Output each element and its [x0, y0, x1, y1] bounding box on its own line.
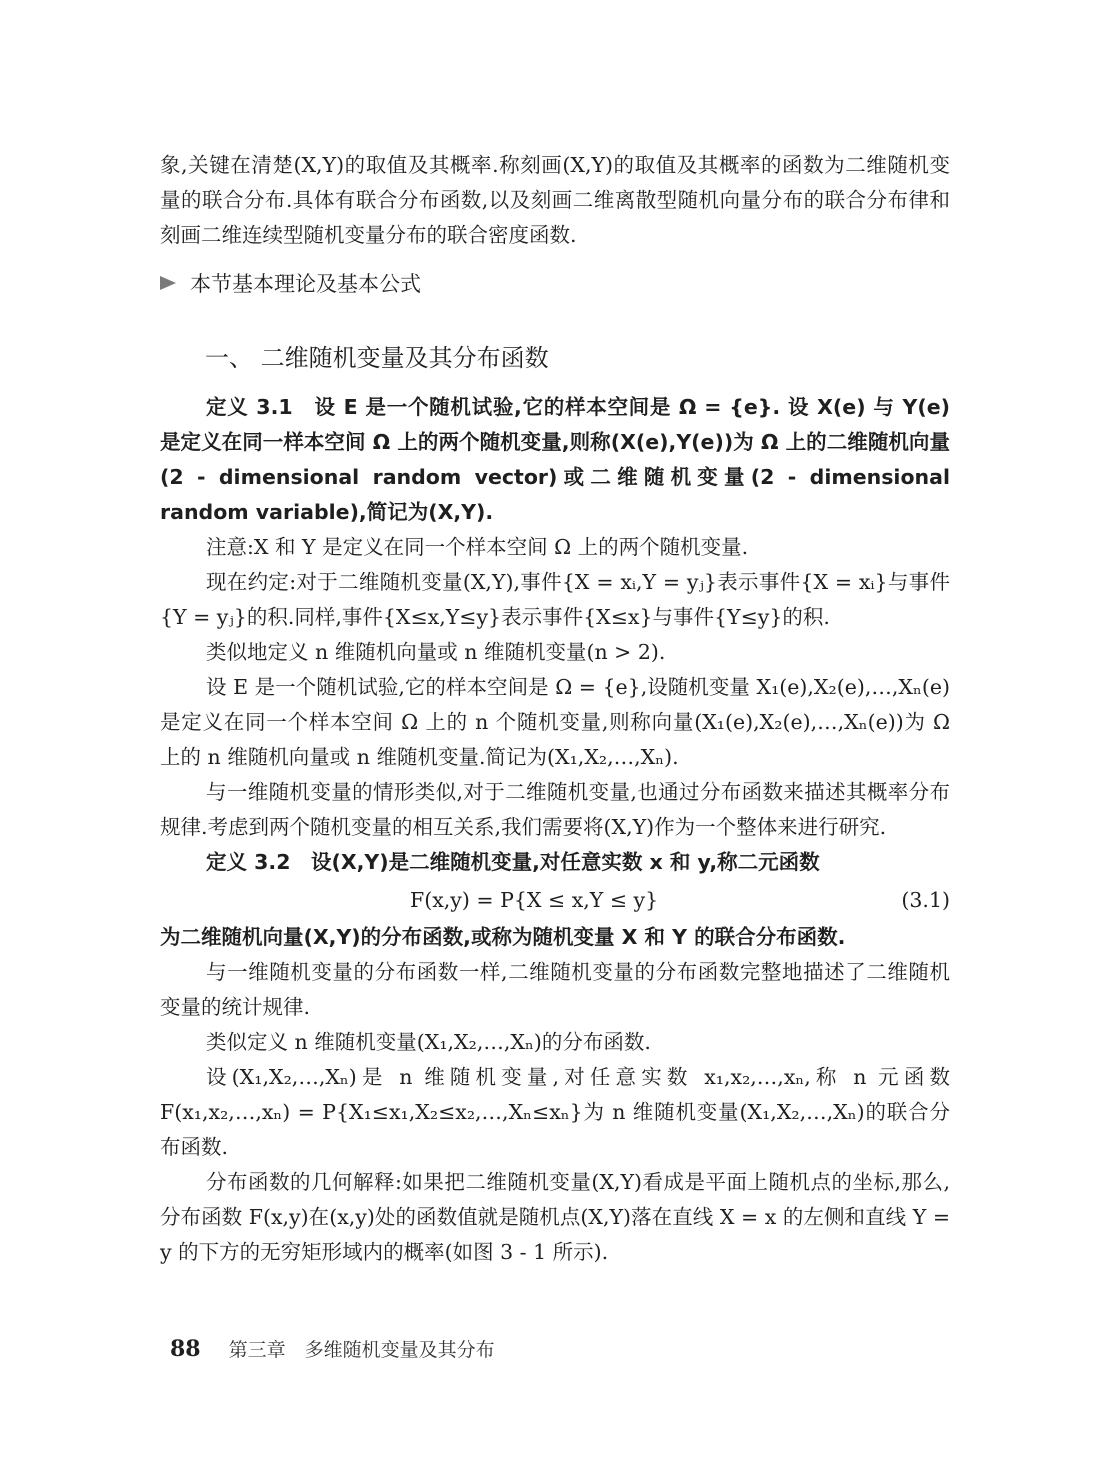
equation-3-1: F(x,y) = P{X ≤ x,Y ≤ y}: [410, 888, 659, 912]
convention-paragraph: 现在约定:对于二维随机变量(X,Y),事件{X = xᵢ,Y = yⱼ}表示事件{X = xᵢ}与事件{Y = yⱼ}的积.同样,事件{X≤x,Y≤y}表示事件{X≤x}与事件{Y≤y}的积.: [160, 570, 950, 629]
top-paragraph-block: [160, 148, 950, 253]
page-footer: [170, 1335, 495, 1362]
equation-row: [160, 880, 950, 920]
n-dim-paragraph: 设 E 是一个随机试验,它的样本空间是 Ω = {e},设随机变量 X₁(e),X₂(e),…,Xₙ(e)是定义在同一个样本空间 Ω 上的 n 个随机变量,则称向量(X₁(e),X₂(e),…,Xₙ(e))为 Ω 上的 n 维随机向量或 n 维随机变量.简记为(X₁,X₂,…,Xₙ).: [160, 675, 950, 769]
heading-1: 一、 二维随机变量及其分布函数: [205, 344, 549, 372]
definition-3-2: 定义 3.2 设(X,Y)是二维随机变量,对任意实数 x 和 y,称二元函数: [206, 850, 820, 874]
top-paragraph: 象,关键在清楚(X,Y)的取值及其概率.称刻画(X,Y)的取值及其概率的函数为二维随机变量的联合分布.具体有联合分布函数,以及刻画二维离散型随机向量分布的联合分布律和刻画二维连续型随机变量分布的联合密度函数.: [160, 153, 950, 247]
geometric-paragraph: 分布函数的几何解释:如果把二维随机变量(X,Y)看成是平面上随机点的坐标,那么,分布函数 F(x,y)在(x,y)处的函数值就是随机点(X,Y)落在直线 X = x 的左侧和直线 Y = y 的下方的无穷矩形域内的概率(如图 3 - 1 所示).: [160, 1170, 950, 1264]
definition-3-2-tail: 为二维随机向量(X,Y)的分布函数,或称为随机变量 X 和 Y 的联合分布函数.: [160, 925, 846, 949]
triangle-bullet-icon: [160, 276, 176, 290]
compare-1d-paragraph: 与一维随机变量的情形类似,对于二维随机变量,也通过分布函数来描述其概率分布规律.考虑到两个随机变量的相互关系,我们需要将(X,Y)作为一个整体来进行研究.: [160, 780, 950, 839]
n-dist-paragraph: 设(X₁,X₂,…,Xₙ)是 n 维随机变量,对任意实数 x₁,x₂,…,xₙ,称 n 元函数 F(x₁,x₂,…,xₙ) = P{X₁≤x₁,X₂≤x₂,…,Xₙ≤xₙ}为 n 维随机变量(X₁,X₂,…,Xₙ)的联合分布函数.: [160, 1065, 950, 1159]
page-number: 88: [170, 1336, 201, 1362]
equation-number: (3.1): [901, 888, 950, 912]
complete-paragraph: 与一维随机变量的分布函数一样,二维随机变量的分布函数完整地描述了二维随机变量的统计规律.: [160, 960, 950, 1019]
definition-3-1: 定义 3.1 设 E 是一个随机试验,它的样本空间是 Ω = {e}. 设 X(e) 与 Y(e) 是定义在同一样本空间 Ω 上的两个随机变量,则称(X(e),Y(e))为 Ω 上的二维随机向量(2 - dimensional random vector)或二维随机变量(2 - dimensional random variable),简记为(X,Y).: [160, 395, 950, 524]
section-heading-text: 本节基本理论及基本公式: [190, 272, 421, 296]
main-body: [160, 390, 950, 1270]
section-heading: [160, 268, 421, 298]
note-paragraph: 注意:X 和 Y 是定义在同一个样本空间 Ω 上的两个随机变量.: [206, 535, 749, 559]
chapter-title: 第三章 多维随机变量及其分布: [228, 1339, 495, 1361]
similar-n-paragraph: 类似地定义 n 维随机向量或 n 维随机变量(n > 2).: [206, 640, 666, 664]
similar-def-paragraph: 类似定义 n 维随机变量(X₁,X₂,…,Xₙ)的分布函数.: [206, 1030, 651, 1054]
